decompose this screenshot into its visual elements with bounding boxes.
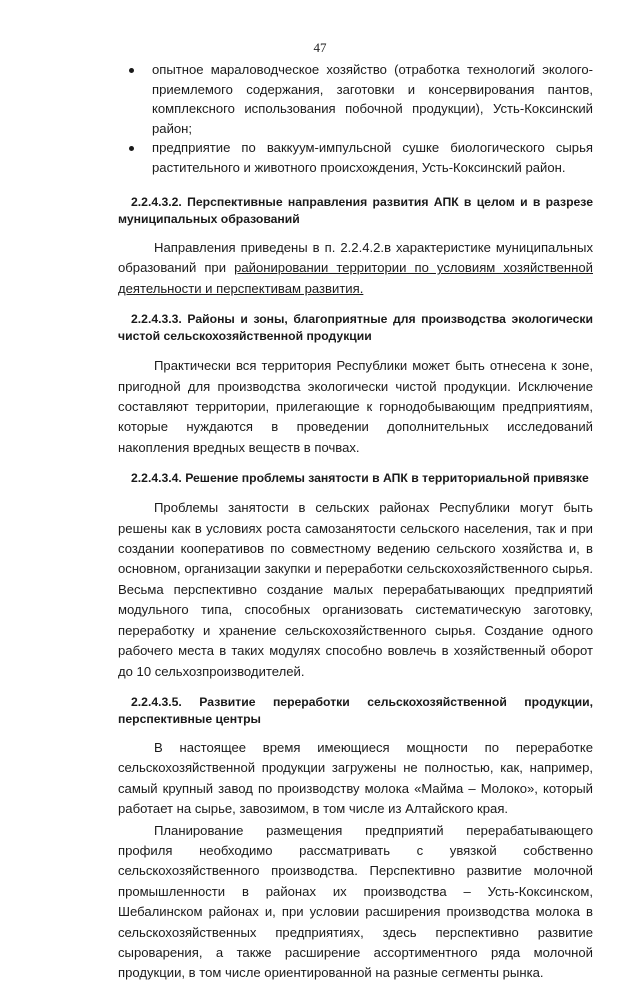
paragraph: Проблемы занятости в сельских районах Республики могут быть решены как в условиях роста самозанятости сельского населения, так и при создании кооперативов по совместному ведению сельского хозяйства и, в основном, организации закупки и переработки сельскохозяйственного сырья. Весьма перспективно создание малых перерабатывающих предприятий модульного типа, способных организовать систематическую заготовку, переработку и хранение сельскохозяйственного сырья. Создание одного рабочего места в таких модулях способно вовлечь в хозяйственный оборот до 10 сельхозпроизводителей. bbox=[118, 500, 593, 679]
paragraph-text: Направления приведены в п. 2.2.4.2.в характеристике муниципальных образований при bbox=[118, 240, 593, 276]
bullet-list bbox=[118, 60, 593, 177]
bullet-text: опытное мараловодческое хозяйство (отработка технологий эколого-приемлемого содержания, заготовки и консервирования пантов, комплексного использования побочной продукции), Усть-Коксинский район; bbox=[152, 62, 593, 136]
list-item bbox=[118, 60, 593, 138]
section-heading-2-2-4-3-5: 2.2.4.3.5. Развитие переработки сельскохозяйственной продукции, перспективные центры bbox=[118, 694, 593, 726]
paragraph: Практически вся территория Республики может быть отнесена к зоне, пригодной для производства экологически чистой продукции. Исключение составляют территории, прилегающие к горнодобывающим предприятиям, которые нуждаются в проведении дополнительных исследований накопления вредных веществ в почвах. bbox=[118, 358, 593, 455]
bullet-text: предприятие по ваккуум-импульсной сушке биологического сырья растительного и животного происхождения, Усть-Коксинский район. bbox=[152, 140, 593, 175]
bullet-icon bbox=[129, 146, 134, 151]
page-content bbox=[118, 60, 593, 984]
zoning-reference-link: районировании территории по условиям хозяйственной деятельности и перспективам развития. bbox=[118, 260, 593, 296]
section-heading-2-2-4-3-2: 2.2.4.3.2. Перспективные направления развития АПК в целом и в разрезе муниципальных образований bbox=[118, 195, 593, 226]
paragraph: Планирование размещения предприятий перерабатывающего профиля необходимо рассматривать с увязкой собственно сельскохозяйственного производства. Перспективно развитие молочной промышленности в районах их производства – Усть-Коксинском, Шебалинском районах и, при условии расширения производства молока в сельскохозяйственных предприятиях, здесь перспективно развитие сыроварения, а также расширение ассортиментного ряда молочной продукции, в том числе ориентированной на разные сегменты рынка. bbox=[118, 822, 593, 981]
page-number: 47 bbox=[313, 40, 327, 55]
bullet-icon bbox=[129, 68, 134, 73]
paragraph bbox=[118, 238, 593, 299]
list-item bbox=[118, 138, 593, 177]
paragraph: В настоящее время имеющиеся мощности по переработке сельскохозяйственной продукции загружены не полностью, как, например, самый крупный завод по производству молока «Майма – Молоко», который работает на сырье, завозимом, в том числе из Алтайского края. bbox=[118, 739, 593, 817]
section-heading-2-2-4-3-4: 2.2.4.3.4. Решение проблемы занятости в АПК в территориальной привязке bbox=[131, 471, 589, 486]
section-heading-2-2-4-3-3: 2.2.4.3.3. Районы и зоны, благоприятные для производства экологически чистой сельскохозяйственной продукции bbox=[118, 312, 593, 344]
